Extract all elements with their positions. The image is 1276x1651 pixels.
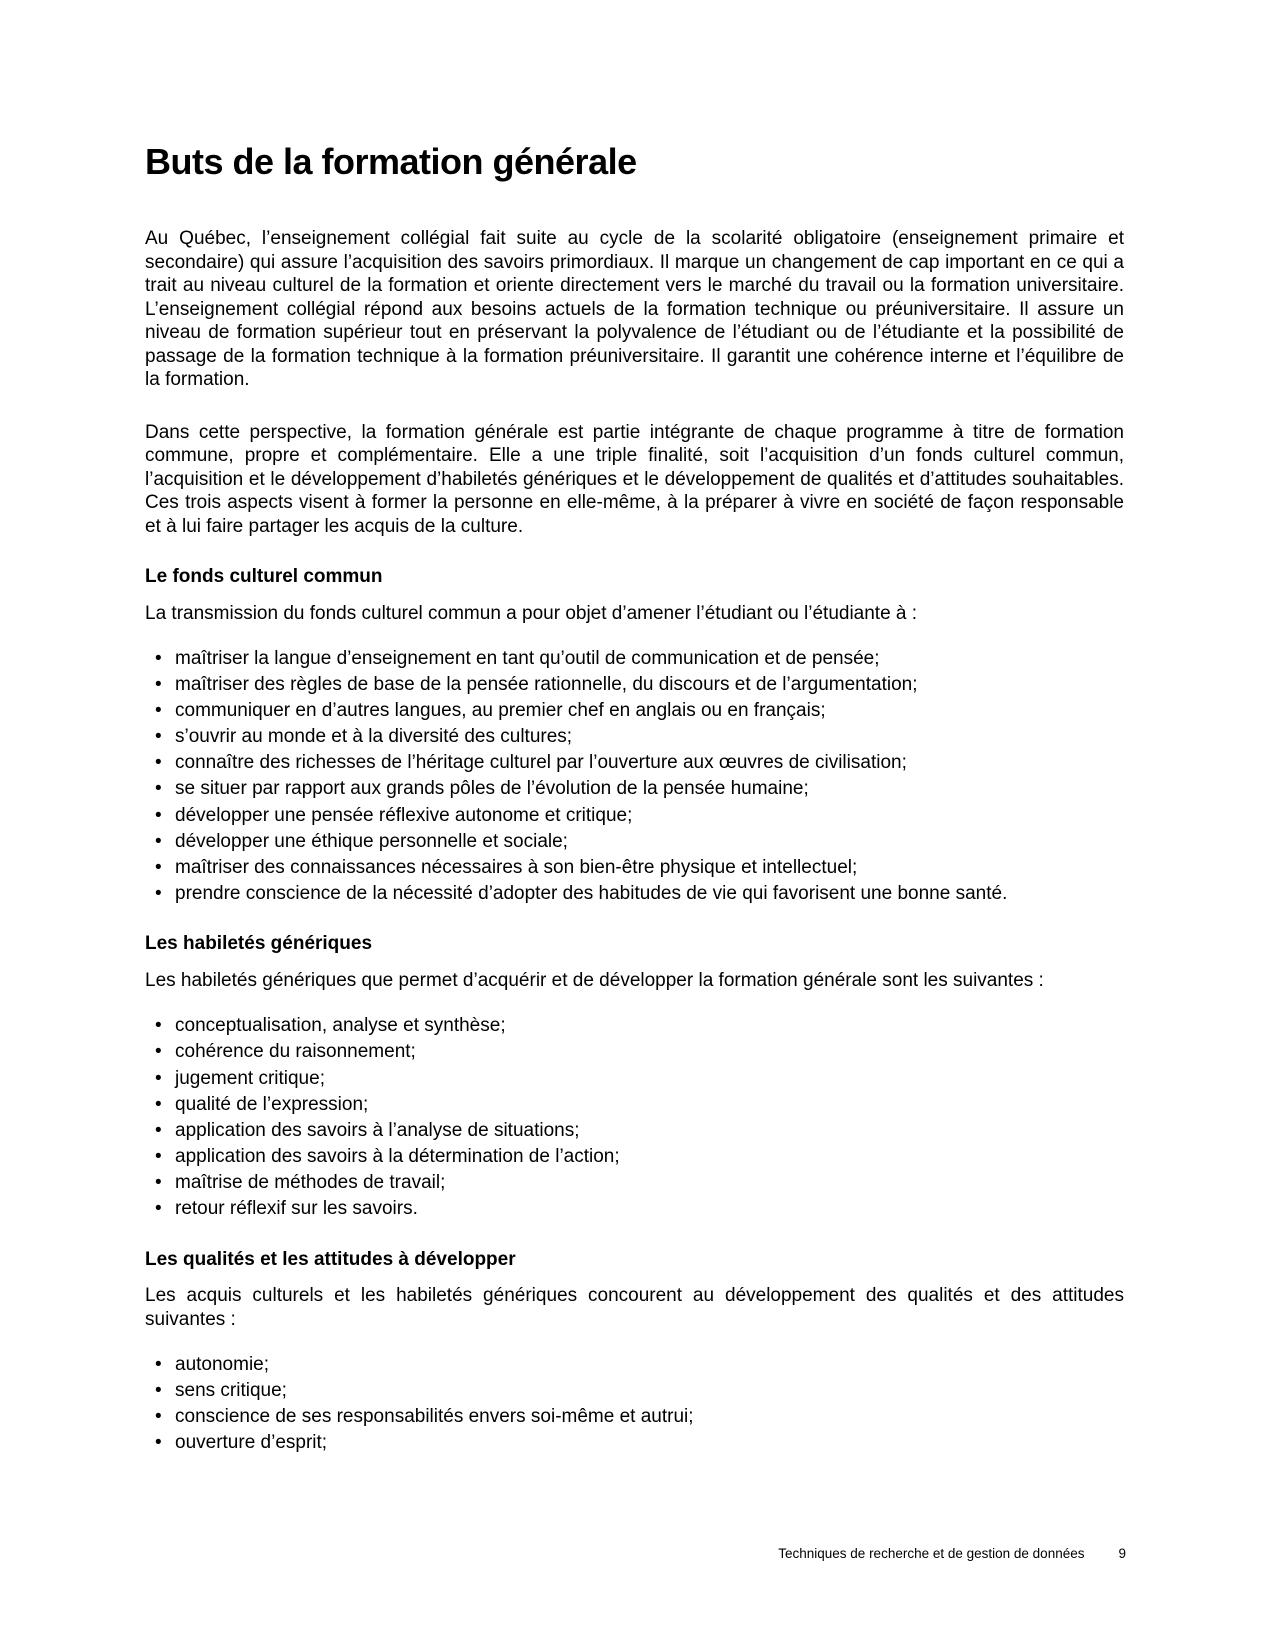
list-item: • maîtriser la langue d’enseignement en tant qu’outil de communication et de pensée;	[175, 647, 1124, 671]
list-item: • se situer par rapport aux grands pôles de l’évolution de la pensée humaine;	[175, 777, 1124, 801]
document-content	[145, 0, 1124, 1455]
list-item: • communiquer en d’autres langues, au premier chef en anglais ou en français;	[175, 699, 1124, 723]
list-item: • sens critique;	[175, 1379, 1124, 1403]
list-item: • ouverture d’esprit;	[175, 1431, 1124, 1455]
section-intro: Les acquis culturels et les habiletés génériques concourent au développement des qualités et des attitudes suivantes :	[145, 1285, 1124, 1330]
list-item: • autonomie;	[175, 1353, 1124, 1377]
section-intro: La transmission du fonds culturel commun a pour objet d’amener l’étudiant ou l’étudiante à :	[145, 602, 918, 624]
section-fonds-culturel	[145, 565, 1124, 905]
list-item: • s’ouvrir au monde et à la diversité des cultures;	[175, 725, 1124, 749]
bullet-list	[145, 1014, 1124, 1220]
bullet-list	[145, 1353, 1124, 1455]
list-item: • jugement critique;	[175, 1067, 1124, 1091]
list-item: • cohérence du raisonnement;	[175, 1040, 1124, 1064]
list-item: • conscience de ses responsabilités envers soi-même et autrui;	[175, 1405, 1124, 1429]
list-item: • conceptualisation, analyse et synthèse;	[175, 1014, 1124, 1038]
list-item: • retour réflexif sur les savoirs.	[175, 1197, 1124, 1221]
page-title: Buts de la formation générale	[145, 141, 637, 182]
section-heading: Le fonds culturel commun	[145, 566, 383, 587]
list-item: • maîtriser des connaissances nécessaires à son bien-être physique et intellectuel;	[175, 856, 1124, 880]
list-item: • qualité de l’expression;	[175, 1093, 1124, 1117]
list-item: • développer une pensée réflexive autonome et critique;	[175, 804, 1124, 828]
footer-page-number: 9	[1118, 1546, 1126, 1561]
list-item: • connaître des richesses de l’héritage culturel par l’ouverture aux œuvres de civilisation;	[175, 751, 1124, 775]
section-qualites-attitudes	[145, 1248, 1124, 1455]
list-item: • prendre conscience de la nécessité d’adopter des habitudes de vie qui favorisent une bonne santé.	[175, 882, 1124, 906]
section-intro: Les habiletés génériques que permet d’acquérir et de développer la formation générale sont les suivantes :	[145, 969, 1044, 991]
list-item: • application des savoirs à la détermination de l’action;	[175, 1145, 1124, 1169]
intro-paragraph-2: Dans cette perspective, la formation générale est partie intégrante de chaque programme à titre de formation commune, propre et complémentaire. Elle a une triple finalité, soit l’acquisition d’un fonds culturel commun, l’acquisition et le développement d’habiletés génériques et le développement de qualités et d’attitudes souhaitables. Ces trois aspects visent à former la personne en elle-même, à la préparer à vivre en société de façon responsable et à lui faire partager les acquis de la culture.	[145, 421, 1124, 537]
bullet-list	[145, 647, 1124, 905]
section-habiletes-generiques	[145, 932, 1124, 1220]
footer-doc-title: Techniques de recherche et de gestion de données	[778, 1546, 1085, 1561]
intro-paragraph-1: Au Québec, l’enseignement collégial fait suite au cycle de la scolarité obligatoire (enseignement primaire et secondaire) qui assure l’acquisition des savoirs primordiaux. Il marque un changement de cap important en ce qui a trait au niveau culturel de la formation et oriente directement vers le marché du travail ou la formation universitaire. L’enseignement collégial répond aux besoins actuels de la formation technique ou préuniversitaire. Il assure un niveau de formation supérieur tout en préservant la polyvalence de l’étudiant ou de l’étudiante et la possibilité de passage de la formation technique à la formation préuniversitaire. Il garantit une cohérence interne et l’équilibre de la formation.	[145, 228, 1124, 390]
list-item: • maîtriser des règles de base de la pensée rationnelle, du discours et de l’argumentation;	[175, 673, 1124, 697]
list-item: • développer une éthique personnelle et sociale;	[175, 830, 1124, 854]
page-footer	[145, 1545, 1126, 1562]
list-item: • application des savoirs à l’analyse de situations;	[175, 1119, 1124, 1143]
list-item: • maîtrise de méthodes de travail;	[175, 1171, 1124, 1195]
section-heading: Les qualités et les attitudes à développer	[145, 1248, 516, 1270]
section-heading: Les habiletés génériques	[145, 933, 373, 955]
